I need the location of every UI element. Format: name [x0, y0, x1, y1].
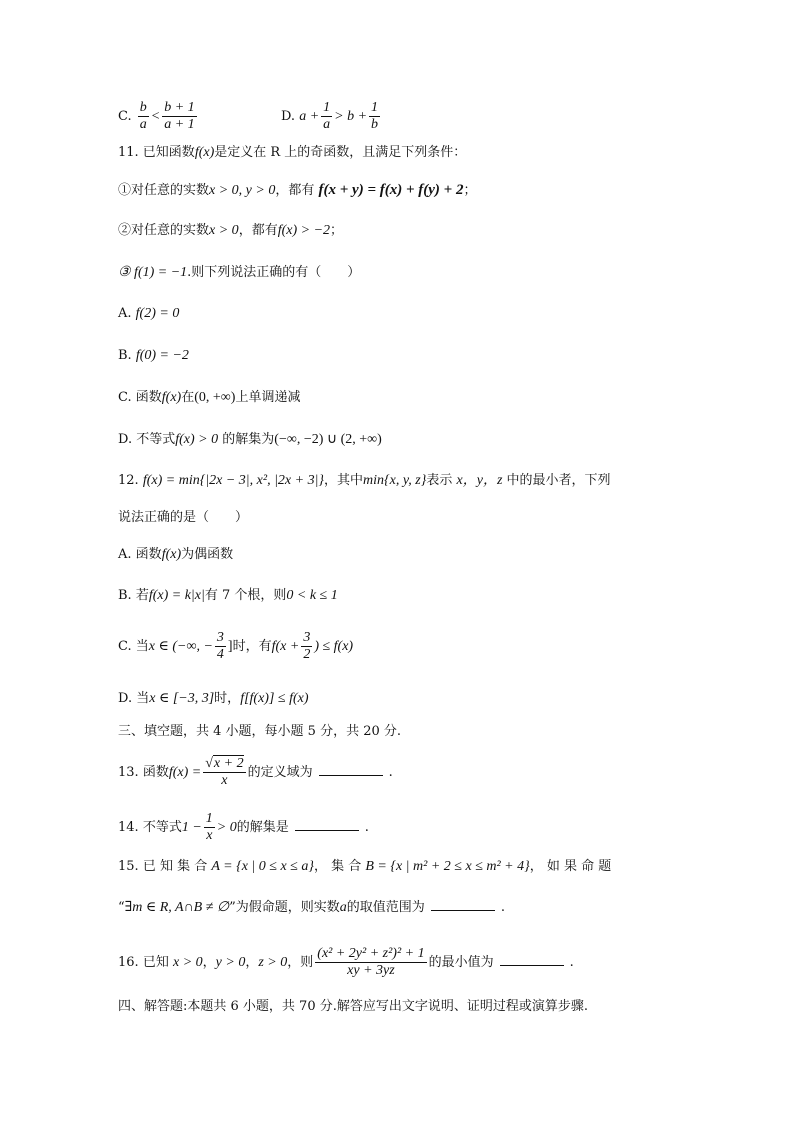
option-d-fraction-a: $\frac{1}{a}$	[323, 100, 331, 132]
q11-condition-3: ③ f(1) = −1.则下列说法正确的有（ ）	[118, 265, 361, 280]
q11-stem: 11. 已知函数f(x)是定义在 R 上的奇函数，且满足下列条件：	[118, 145, 467, 160]
option-c-lhs-fraction: $\frac{b}{a}$	[139, 100, 147, 132]
q12-option-c: C. 当x ∈ (−∞, − $\frac{3}{4}$ ]时，有f(x + $\frac{3}{2}$ ) ≤ f(x)	[118, 630, 354, 662]
option-d-label: D.	[280, 109, 296, 124]
q11-option-c: C. 函数f(x)在(0, +∞)上单调递减	[118, 390, 301, 405]
q14-answer-blank[interactable]	[295, 818, 359, 831]
q13-answer-blank[interactable]	[319, 763, 383, 776]
q12-stem-cont: 说法正确的是（ ）	[118, 510, 249, 525]
option-c-rhs-fraction: $\frac{b + 1}{a + 1}$	[164, 100, 195, 132]
q11-condition-2: ②对任意的实数x > 0，都有f(x) > −2；	[118, 223, 344, 238]
q12-stem: 12. f(x) = min{|2x − 3|, x², |2x + 3|}，其中min{x, y, z}表示 x，y，z 中的最小者，下列	[118, 473, 611, 488]
q15-answer-blank[interactable]	[431, 898, 495, 911]
q12-option-b: B. 若f(x) = k|x|有 7 个根，则0 < k ≤ 1	[118, 588, 338, 603]
q11-condition-1: ①对任意的实数x > 0, y > 0，都有 f(x + y) = f(x) + f(y) + 2；	[118, 182, 477, 198]
option-c-label: C.	[118, 109, 132, 124]
q11-option-a: A. f(2) = 0	[118, 306, 180, 321]
q15-line-2: “∃m ∈ R, A∩B ≠ ∅”为假命题，则实数a的取值范围为 .	[118, 900, 505, 915]
q12-option-d: D. 当x ∈ [−3, 3]时，f[f(x)] ≤ f(x)	[118, 691, 309, 706]
q16: 16. 已知 x > 0，y > 0，z > 0，则 $\frac{\text{(x² + 2y² + z²)² + 1}}{xy + 3yz}$ 的最小值为 .	[118, 946, 574, 978]
q16-answer-blank[interactable]	[500, 953, 564, 966]
section-4-title: 四、解答题:本题共 6 小题，共 70 分.解答应写出文字说明、证明过程或演算步骤.	[118, 999, 588, 1014]
q15-line-1: 15. 已 知 集 合 A = {x | 0 ≤ x ≤ a}， 集 合 B = {x | m² + 2 ≤ x ≤ m² + 4}， 如 果 命 题	[118, 859, 612, 874]
section-3-title: 三、填空题，共 4 小题，每小题 5 分，共 20 分.	[118, 724, 402, 739]
prev-options-line: C. $\frac{b}{a}$ < $\frac{b + 1}{a + 1}$ D. a + $\frac{1}{a}$ > b + $\frac{1}{b}$	[118, 100, 379, 132]
option-d-fraction-b: $\frac{1}{b}$	[371, 100, 379, 132]
q12-option-a: A. 函数f(x)为偶函数	[118, 547, 234, 562]
q11-option-d: D. 不等式f(x) > 0 的解集为(−∞, −2) ∪ (2, +∞)	[118, 432, 382, 447]
q11-option-b: B. f(0) = −2	[118, 348, 189, 363]
q14: 14. 不等式1 − $\frac{1}{x}$ > 0的解集是 .	[118, 811, 369, 843]
q13: 13. 函数f(x) = $\frac{√x + 2}{x}$ 的定义域为 .	[118, 756, 393, 788]
